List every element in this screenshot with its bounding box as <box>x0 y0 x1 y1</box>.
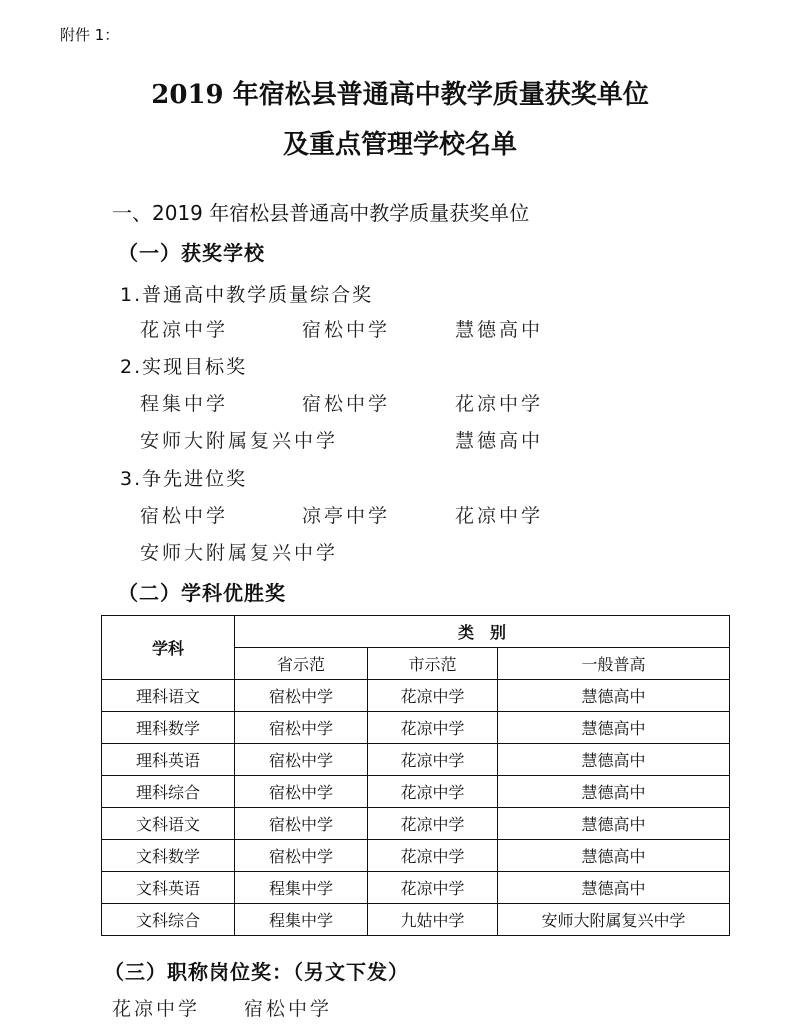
subject-cell: 文科英语 <box>102 872 235 904</box>
table-row <box>102 712 730 744</box>
school-cell: 慧德高中 <box>498 840 730 872</box>
table-row <box>102 776 730 808</box>
award-3-school: 安师大附属复兴中学 <box>140 542 339 564</box>
school-cell: 宿松中学 <box>235 680 368 712</box>
subsection-3-heading: （三）职称岗位奖：（另文下发） <box>104 960 409 984</box>
school-cell: 慧德高中 <box>498 872 730 904</box>
column-header-subject: 学科 <box>102 616 235 680</box>
award-1-school: 花凉中学 <box>140 319 229 341</box>
award-3-school: 宿松中学 <box>140 505 229 527</box>
award-2-school: 程集中学 <box>140 393 229 415</box>
school-cell: 慧德高中 <box>498 808 730 840</box>
school-cell: 慧德高中 <box>498 776 730 808</box>
subject-cell: 文科数学 <box>102 840 235 872</box>
document-title-line-1: 2019 年宿松县普通高中教学质量获奖单位 <box>151 80 649 110</box>
subject-cell: 理科英语 <box>102 744 235 776</box>
table-row <box>102 744 730 776</box>
school-cell: 花凉中学 <box>368 808 498 840</box>
award-3-heading: 3.争先进位奖 <box>120 468 248 490</box>
subject-cell: 文科语文 <box>102 808 235 840</box>
school-cell: 慧德高中 <box>498 712 730 744</box>
school-cell: 九姑中学 <box>368 904 498 936</box>
award-3-school: 凉亭中学 <box>302 505 391 527</box>
table-row <box>102 872 730 904</box>
table-row <box>102 904 730 936</box>
school-cell: 慧德高中 <box>498 744 730 776</box>
school-cell: 花凉中学 <box>368 840 498 872</box>
table-header-row <box>102 616 730 648</box>
award-1-heading: 1.普通高中教学质量综合奖 <box>120 284 374 306</box>
school-cell: 宿松中学 <box>235 744 368 776</box>
award-2-school: 宿松中学 <box>302 393 391 415</box>
school-cell: 程集中学 <box>235 904 368 936</box>
column-header-provincial: 省示范 <box>235 648 368 680</box>
award-2-school: 花凉中学 <box>455 393 544 415</box>
school-cell: 宿松中学 <box>235 776 368 808</box>
table-row <box>102 808 730 840</box>
award-2-school: 安师大附属复兴中学 <box>140 430 339 452</box>
attachment-label: 附件 1： <box>60 26 120 44</box>
column-header-general: 一般普高 <box>498 648 730 680</box>
table-row <box>102 680 730 712</box>
school-cell: 宿松中学 <box>235 840 368 872</box>
school-cell: 慧德高中 <box>498 680 730 712</box>
school-cell: 花凉中学 <box>368 712 498 744</box>
title-award-school: 花凉中学 <box>112 998 201 1020</box>
award-2-heading: 2.实现目标奖 <box>120 356 248 378</box>
section-1-heading: 一、2019 年宿松县普通高中教学质量获奖单位 <box>112 201 530 225</box>
award-1-school: 宿松中学 <box>302 319 391 341</box>
school-cell: 花凉中学 <box>368 872 498 904</box>
document-title-line-2: 及重点管理学校名单 <box>282 130 517 160</box>
subject-cell: 理科语文 <box>102 680 235 712</box>
title-award-school: 宿松中学 <box>244 998 333 1020</box>
subject-cell: 理科数学 <box>102 712 235 744</box>
school-cell: 宿松中学 <box>235 808 368 840</box>
school-cell: 花凉中学 <box>368 744 498 776</box>
subsection-2-heading: （二）学科优胜奖 <box>118 581 286 605</box>
subject-cell: 文科综合 <box>102 904 235 936</box>
column-header-category: 类 别 <box>235 616 730 648</box>
school-cell: 安师大附属复兴中学 <box>498 904 730 936</box>
subsection-1-heading: （一）获奖学校 <box>118 241 265 265</box>
table-row <box>102 840 730 872</box>
school-cell: 程集中学 <box>235 872 368 904</box>
subject-cell: 理科综合 <box>102 776 235 808</box>
subject-award-table <box>101 615 730 936</box>
award-2-school: 慧德高中 <box>455 430 544 452</box>
school-cell: 花凉中学 <box>368 680 498 712</box>
school-cell: 花凉中学 <box>368 776 498 808</box>
school-cell: 宿松中学 <box>235 712 368 744</box>
award-3-school: 花凉中学 <box>455 505 544 527</box>
award-1-school: 慧德高中 <box>455 319 544 341</box>
column-header-municipal: 市示范 <box>368 648 498 680</box>
table-body <box>102 680 730 936</box>
